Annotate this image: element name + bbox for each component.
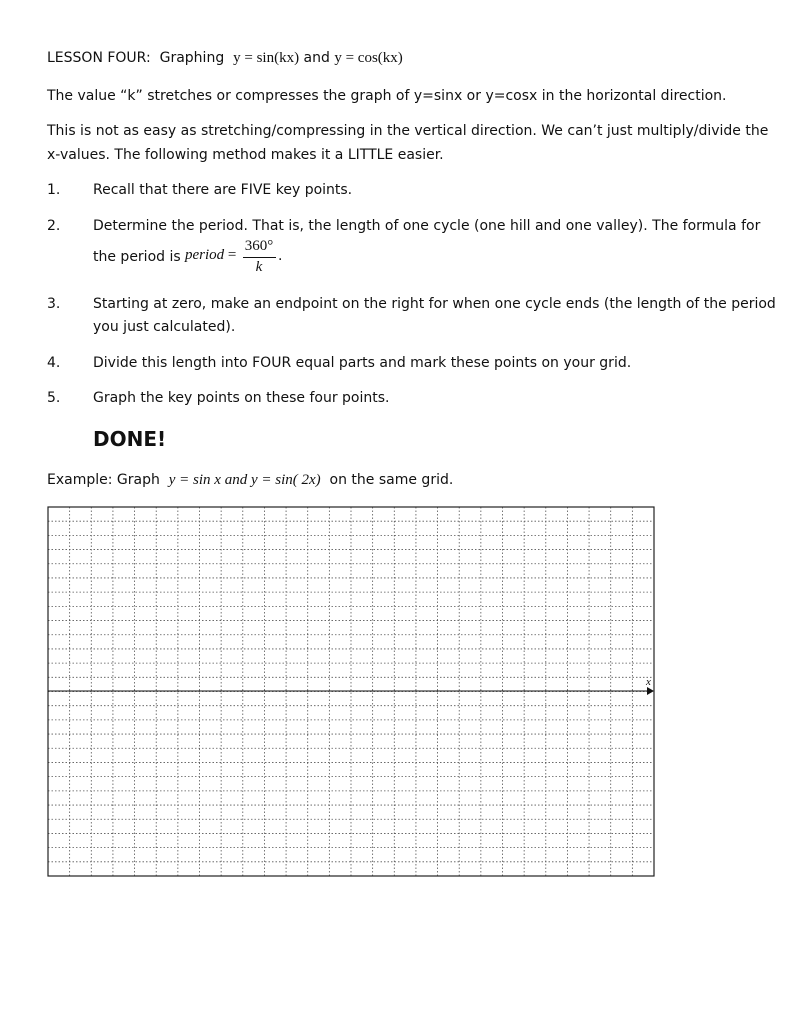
step-text: Divide this length into FOUR equal parts and mark these points on your grid. [93, 355, 632, 371]
step-text-continued: you just calculated). [93, 319, 236, 335]
example-suffix: on the same grid. [329, 472, 454, 488]
period-end-mark: . [278, 248, 283, 264]
equation-sine-kx: y = sin(kx) [233, 50, 300, 66]
step-text: Recall that there are FIVE key points. [93, 182, 353, 198]
and-word: and [303, 50, 330, 66]
graphing-word: Graphing [159, 50, 225, 66]
done-heading: DONE! [93, 427, 167, 451]
step-text-continued: the period is [93, 249, 181, 265]
period-word: period [185, 247, 225, 263]
step-number: 5. [47, 390, 61, 406]
equation-cosine-kx: y = cos(kx) [334, 50, 403, 66]
step-number: 3. [47, 296, 61, 312]
step-number: 4. [47, 355, 61, 371]
example-equation: y = sin x and y = sin( 2x) [168, 472, 321, 488]
x-axis-label: x [646, 676, 651, 688]
step-text: Starting at zero, make an endpoint on the right for when one cycle ends (the length of the period [93, 296, 776, 312]
step-number: 2. [47, 218, 61, 234]
equals-sign: = [227, 247, 237, 263]
intro-paragraph: The value “k” stretches or compresses the graph of y=sinx or y=cosx in the horizontal direction. [47, 88, 727, 104]
period-denominator: k [255, 259, 263, 275]
step-number: 1. [47, 182, 61, 198]
x-axis-arrow-icon [647, 687, 654, 695]
step-text: Determine the period. That is, the length of one cycle (one hill and one valley). The formula for [93, 218, 761, 234]
period-numerator: 360° [244, 238, 274, 254]
lesson-label: LESSON FOUR: [47, 50, 151, 66]
step-text: Graph the key points on these four points. [93, 390, 390, 406]
explanation-line-2: x-values. The following method makes it a LITTLE easier. [47, 147, 444, 163]
example-prefix: Example: Graph [47, 472, 160, 488]
explanation-line-1: This is not as easy as stretching/compressing in the vertical direction. We can’t just multiply/divide the [47, 123, 769, 139]
